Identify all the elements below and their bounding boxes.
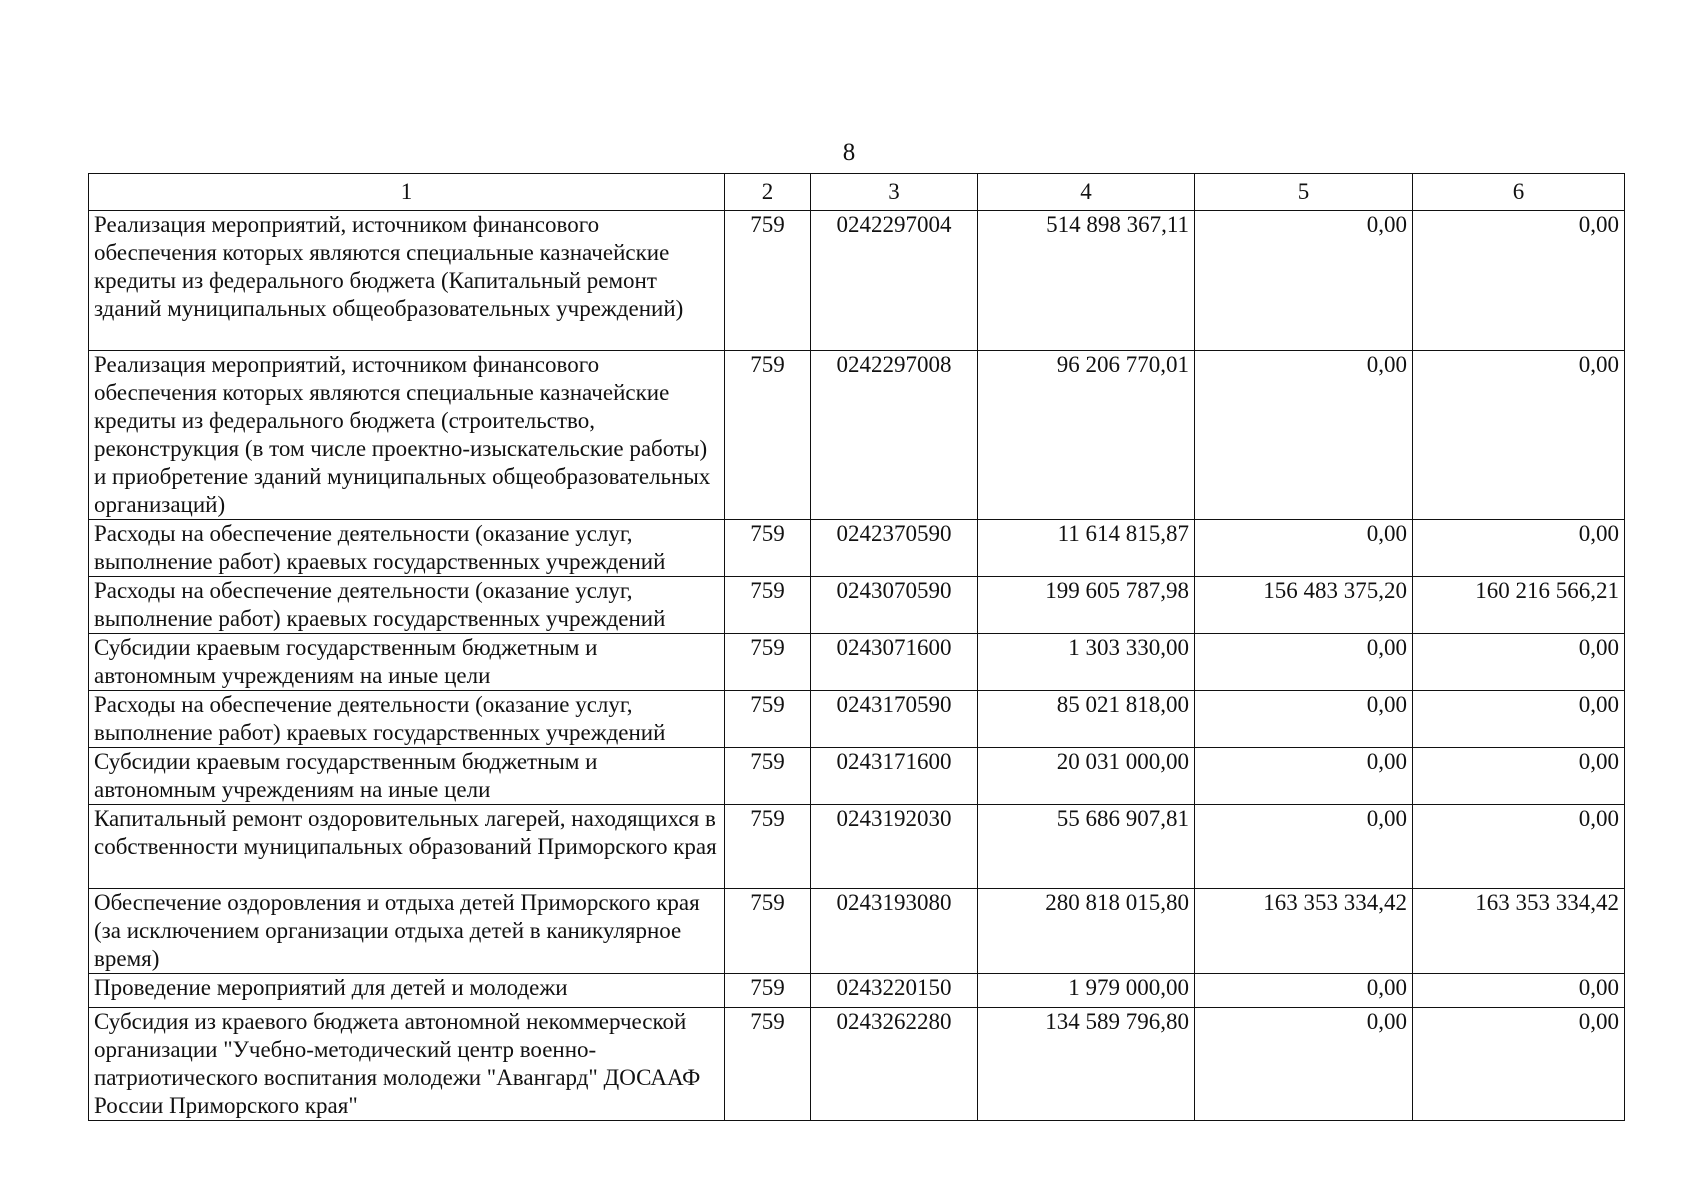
row-code-cell: 0243262280 xyxy=(811,1008,978,1121)
table-row xyxy=(89,520,1625,577)
row-value-5-cell: 163 353 334,42 xyxy=(1195,889,1413,974)
table-row xyxy=(89,211,1625,351)
row-code-cell: 0242370590 xyxy=(811,520,978,577)
row-value-4-cell: 199 605 787,98 xyxy=(978,577,1195,634)
row-code-cell: 0242297004 xyxy=(811,211,978,351)
row-code-cell: 0243193080 xyxy=(811,889,978,974)
row-name-cell: Субсидии краевым государственным бюджетным и автономным учреждениям на иные цели xyxy=(89,634,725,691)
table-row xyxy=(89,748,1625,805)
row-value-5-cell: 156 483 375,20 xyxy=(1195,577,1413,634)
row-value-4-cell: 85 021 818,00 xyxy=(978,691,1195,748)
row-value-5-cell: 0,00 xyxy=(1195,634,1413,691)
row-name-cell: Реализация мероприятий, источником финансового обеспечения которых являются специальные казначейские кредиты из федерального бюджета (строительство, реконструкция (в том числе проектно-изыскательские работы) и приобретение зданий муниципальных общеобразовательных организаций) xyxy=(89,351,725,520)
table-row xyxy=(89,974,1625,1008)
row-grbs-cell: 759 xyxy=(725,520,811,577)
row-name-cell: Капитальный ремонт оздоровительных лагерей, находящихся в собственности муниципальных образований Приморского края xyxy=(89,805,725,889)
row-value-4-cell: 1 979 000,00 xyxy=(978,974,1195,1008)
row-value-5-cell: 0,00 xyxy=(1195,974,1413,1008)
row-value-5-cell: 0,00 xyxy=(1195,691,1413,748)
table-row xyxy=(89,691,1625,748)
row-code-cell: 0243070590 xyxy=(811,577,978,634)
row-value-5-cell: 0,00 xyxy=(1195,805,1413,889)
row-value-6-cell: 0,00 xyxy=(1413,1008,1625,1121)
row-code-cell: 0243192030 xyxy=(811,805,978,889)
row-value-4-cell: 134 589 796,80 xyxy=(978,1008,1195,1121)
header-cell: 3 xyxy=(811,174,978,211)
row-value-4-cell: 55 686 907,81 xyxy=(978,805,1195,889)
header-row xyxy=(89,174,1625,211)
row-value-5-cell: 0,00 xyxy=(1195,1008,1413,1121)
row-grbs-cell: 759 xyxy=(725,211,811,351)
row-grbs-cell: 759 xyxy=(725,805,811,889)
table-row xyxy=(89,351,1625,520)
row-name-cell: Расходы на обеспечение деятельности (оказание услуг, выполнение работ) краевых государственных учреждений xyxy=(89,520,725,577)
header-cell: 5 xyxy=(1195,174,1413,211)
row-code-cell: 0243170590 xyxy=(811,691,978,748)
header-cell: 1 xyxy=(89,174,725,211)
table-row xyxy=(89,1008,1625,1121)
row-code-cell: 0242297008 xyxy=(811,351,978,520)
row-value-6-cell: 0,00 xyxy=(1413,520,1625,577)
row-value-6-cell: 163 353 334,42 xyxy=(1413,889,1625,974)
header-cell: 2 xyxy=(725,174,811,211)
row-value-4-cell: 1 303 330,00 xyxy=(978,634,1195,691)
row-value-4-cell: 280 818 015,80 xyxy=(978,889,1195,974)
row-value-6-cell: 160 216 566,21 xyxy=(1413,577,1625,634)
table-row xyxy=(89,634,1625,691)
row-value-5-cell: 0,00 xyxy=(1195,520,1413,577)
row-value-5-cell: 0,00 xyxy=(1195,211,1413,351)
row-value-4-cell: 96 206 770,01 xyxy=(978,351,1195,520)
row-name-cell: Расходы на обеспечение деятельности (оказание услуг, выполнение работ) краевых государственных учреждений xyxy=(89,691,725,748)
page-number: 8 xyxy=(842,139,856,166)
row-name-cell: Расходы на обеспечение деятельности (оказание услуг, выполнение работ) краевых государственных учреждений xyxy=(89,577,725,634)
row-value-6-cell: 0,00 xyxy=(1413,748,1625,805)
row-value-6-cell: 0,00 xyxy=(1413,634,1625,691)
row-grbs-cell: 759 xyxy=(725,691,811,748)
row-grbs-cell: 759 xyxy=(725,1008,811,1121)
row-code-cell: 0243171600 xyxy=(811,748,978,805)
row-name-cell: Реализация мероприятий, источником финансового обеспечения которых являются специальные казначейские кредиты из федерального бюджета (Капитальный ремонт зданий муниципальных общеобразовательных учреждений) xyxy=(89,211,725,351)
row-grbs-cell: 759 xyxy=(725,748,811,805)
row-value-6-cell: 0,00 xyxy=(1413,691,1625,748)
table-row xyxy=(89,889,1625,974)
header-cell: 6 xyxy=(1413,174,1625,211)
row-value-4-cell: 514 898 367,11 xyxy=(978,211,1195,351)
row-name-cell: Субсидии краевым государственным бюджетным и автономным учреждениям на иные цели xyxy=(89,748,725,805)
row-value-6-cell: 0,00 xyxy=(1413,974,1625,1008)
row-grbs-cell: 759 xyxy=(725,577,811,634)
row-name-cell: Обеспечение оздоровления и отдыха детей Приморского края (за исключением организации отдыха детей в каникулярное время) xyxy=(89,889,725,974)
row-name-cell: Субсидия из краевого бюджета автономной некоммерческой организации "Учебно-методический центр военно-патриотического воспитания молодежи "Авангард" ДОСААФ России Приморского края" xyxy=(89,1008,725,1121)
row-name-cell: Проведение мероприятий для детей и молодежи xyxy=(89,974,725,1008)
row-value-6-cell: 0,00 xyxy=(1413,351,1625,520)
row-value-6-cell: 0,00 xyxy=(1413,211,1625,351)
row-grbs-cell: 759 xyxy=(725,634,811,691)
row-value-5-cell: 0,00 xyxy=(1195,351,1413,520)
row-grbs-cell: 759 xyxy=(725,351,811,520)
row-value-4-cell: 11 614 815,87 xyxy=(978,520,1195,577)
row-value-6-cell: 0,00 xyxy=(1413,805,1625,889)
table-row xyxy=(89,577,1625,634)
budget-table xyxy=(88,173,1625,1121)
row-value-5-cell: 0,00 xyxy=(1195,748,1413,805)
header-cell: 4 xyxy=(978,174,1195,211)
row-code-cell: 0243071600 xyxy=(811,634,978,691)
row-grbs-cell: 759 xyxy=(725,889,811,974)
row-value-4-cell: 20 031 000,00 xyxy=(978,748,1195,805)
row-grbs-cell: 759 xyxy=(725,974,811,1008)
table-row xyxy=(89,805,1625,889)
row-code-cell: 0243220150 xyxy=(811,974,978,1008)
